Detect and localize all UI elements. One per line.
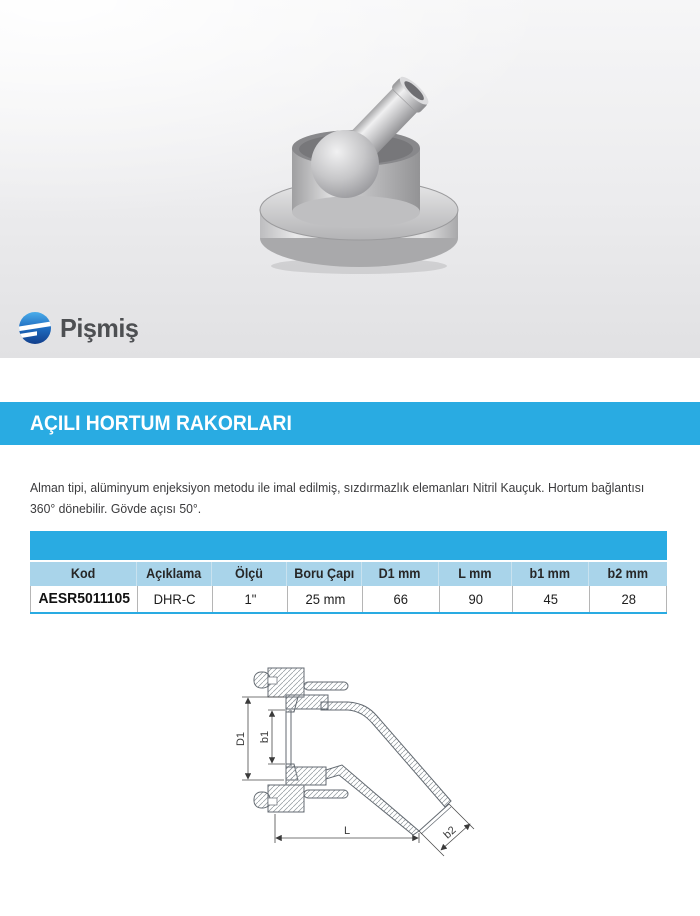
table-row <box>30 586 667 612</box>
dimension-lines <box>242 697 474 856</box>
table-bottom-border <box>30 612 667 614</box>
col-header-b2: b2 mm <box>607 566 649 581</box>
cell-aciklama: DHR-C <box>138 586 213 612</box>
col-header-d1: D1 mm <box>362 562 439 586</box>
table-top-band <box>30 531 667 560</box>
description-line-1: Alman tipi, alüminyum enjeksiyon metodu ile imal edilmiş, sızdırmazlık elemanları Nitril Kauçuk. Hortum bağlantısı <box>30 480 645 495</box>
label-d1: D1 <box>235 731 247 747</box>
label-l: L <box>343 825 351 837</box>
col-header-b1: b1 mm <box>512 562 589 586</box>
cell-d1: 66 <box>363 586 440 612</box>
cell-b1: 45 <box>513 586 590 612</box>
cell-kod: AESR5011105 <box>31 586 138 612</box>
description-line-2: 360° dönebilir. Gövde açısı 50°. <box>30 501 202 516</box>
label-b2: b2 <box>441 824 459 842</box>
cell-b2: 28 <box>621 591 637 607</box>
page-title: AÇILI HORTUM RAKORLARI <box>30 411 292 435</box>
brand-name: Pişmiş <box>60 312 139 343</box>
brand-logo <box>18 311 141 345</box>
cell-boru-capi: 25 mm <box>288 586 363 612</box>
col-header-kod: Kod <box>30 562 137 586</box>
coupling-cross-section <box>254 668 451 835</box>
brand-logo-icon <box>18 311 52 345</box>
table-header-row <box>30 562 667 586</box>
label-b1: b1 <box>259 730 271 744</box>
technical-drawing <box>228 652 512 876</box>
col-header-olcu: Ölçü <box>212 562 287 586</box>
spec-table <box>30 531 667 614</box>
hero-section <box>0 0 700 358</box>
col-header-boru-capi: Boru Çapı <box>287 562 362 586</box>
cell-olcu: 1" <box>213 586 288 612</box>
cell-l: 90 <box>440 586 513 612</box>
section-title-bar <box>0 402 700 445</box>
col-header-aciklama: Açıklama <box>137 562 212 586</box>
product-photo <box>253 72 467 277</box>
product-description <box>30 477 690 519</box>
col-header-l: L mm <box>439 562 512 586</box>
